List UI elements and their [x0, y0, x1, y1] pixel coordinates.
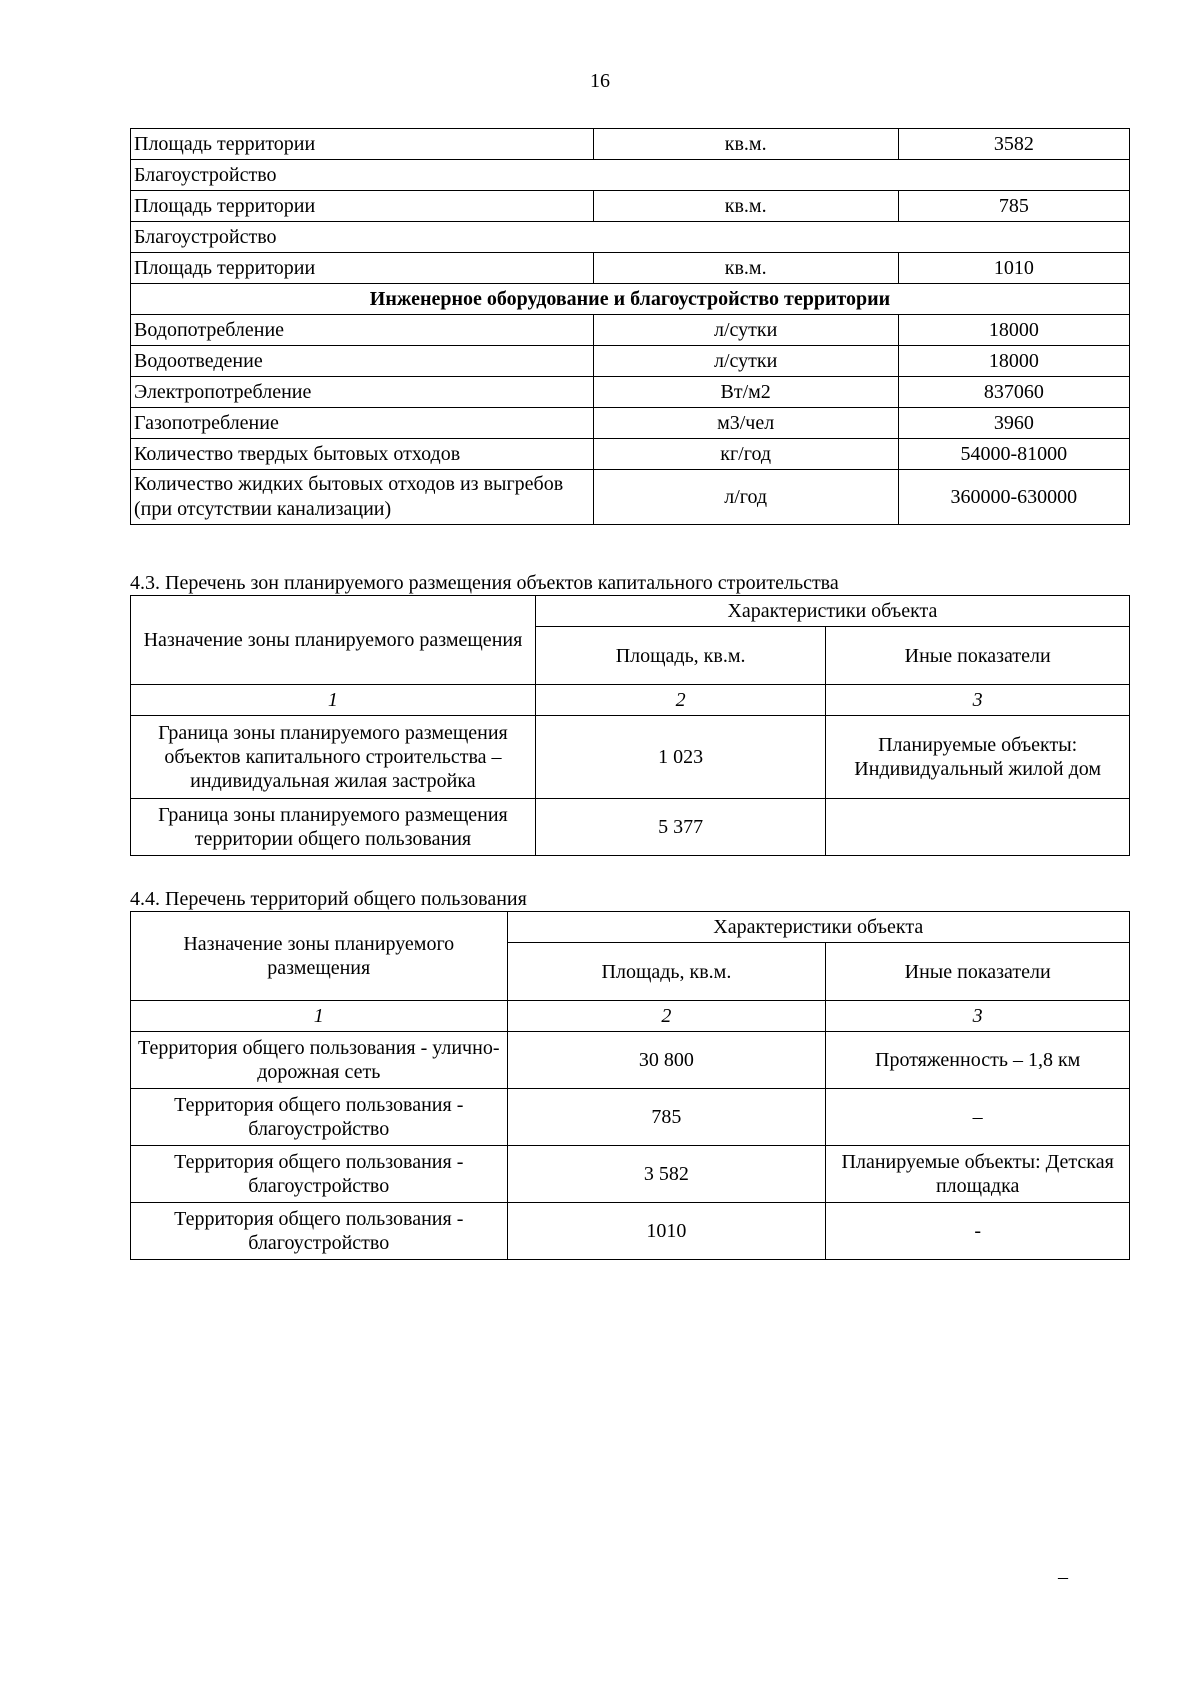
table-row [131, 1203, 1130, 1260]
indicator-unit: м3/чел [593, 408, 898, 439]
table-row [131, 1032, 1130, 1089]
section-label: Благоустройство [131, 160, 1130, 191]
indicator-name: Водоотведение [131, 346, 594, 377]
indicator-name: Водопотребление [131, 315, 594, 346]
indicator-value: 1010 [898, 253, 1129, 284]
indicator-unit: кв.м. [593, 253, 898, 284]
territory-other: – [826, 1089, 1130, 1146]
column-number-row [131, 685, 1130, 716]
zone-area: 1 023 [535, 716, 825, 799]
territory-purpose: Территория общего пользования - благоустройство [131, 1203, 508, 1260]
table-header-row [131, 596, 1130, 627]
indicator-value: 3960 [898, 408, 1129, 439]
indicator-name: Электропотребление [131, 377, 594, 408]
indicator-name: Площадь территории [131, 191, 594, 222]
indicator-name: Площадь территории [131, 129, 594, 160]
table-row [131, 716, 1130, 799]
column-header-other: Иные показатели [826, 943, 1130, 1001]
territory-purpose: Территория общего пользования - благоустройство [131, 1089, 508, 1146]
indicator-unit: л/год [593, 470, 898, 525]
zone-purpose: Граница зоны планируемого размещения территории общего пользования [131, 799, 536, 856]
section-label: Благоустройство [131, 222, 1130, 253]
column-header-purpose: Назначение зоны планируемого размещения [131, 596, 536, 685]
table-row [131, 799, 1130, 856]
indicator-unit: л/сутки [593, 315, 898, 346]
column-number: 3 [826, 1001, 1130, 1032]
territory-area: 785 [507, 1089, 826, 1146]
column-number: 1 [131, 685, 536, 716]
table-row [131, 439, 1130, 470]
indicator-value: 54000-81000 [898, 439, 1129, 470]
territory-other: - [826, 1203, 1130, 1260]
territory-purpose: Территория общего пользования - улично-дорожная сеть [131, 1032, 508, 1089]
indicator-value: 837060 [898, 377, 1129, 408]
table-header-row [131, 912, 1130, 943]
indicator-name: Газопотребление [131, 408, 594, 439]
public-territories-table [130, 911, 1130, 1260]
territory-purpose: Территория общего пользования - благоустройство [131, 1146, 508, 1203]
table-row [131, 315, 1130, 346]
column-header-characteristics: Характеристики объекта [507, 912, 1129, 943]
column-header-other: Иные показатели [826, 627, 1130, 685]
column-header-characteristics: Характеристики объекта [535, 596, 1129, 627]
indicator-unit: Вт/м2 [593, 377, 898, 408]
table-row [131, 346, 1130, 377]
zone-area: 5 377 [535, 799, 825, 856]
zone-other [826, 799, 1130, 856]
column-header-area: Площадь, кв.м. [535, 627, 825, 685]
table-row [131, 408, 1130, 439]
indicator-unit: л/сутки [593, 346, 898, 377]
section-caption-4-4: 4.4. Перечень территорий общего пользования [130, 888, 527, 910]
indicator-value: 18000 [898, 346, 1129, 377]
column-number-row [131, 1001, 1130, 1032]
zone-other: Планируемые объекты: Индивидуальный жилой дом [826, 716, 1130, 799]
zones-table [130, 595, 1130, 856]
column-number: 2 [507, 1001, 826, 1032]
indicator-name: Количество жидких бытовых отходов из выгребов (при отсутствии канализации) [131, 470, 594, 525]
table-row [131, 1146, 1130, 1203]
table-row [131, 1089, 1130, 1146]
column-header-purpose: Назначение зоны планируемого размещения [131, 912, 508, 1001]
indicators-table [130, 128, 1130, 525]
column-number: 3 [826, 685, 1130, 716]
indicator-name: Количество твердых бытовых отходов [131, 439, 594, 470]
table-row [131, 191, 1130, 222]
territory-area: 30 800 [507, 1032, 826, 1089]
table-section-row [131, 160, 1130, 191]
indicator-unit: кв.м. [593, 191, 898, 222]
indicator-unit: кг/год [593, 439, 898, 470]
indicator-value: 18000 [898, 315, 1129, 346]
table-row [131, 377, 1130, 408]
zone-purpose: Граница зоны планируемого размещения объектов капитального строительства – индивидуальная жилая застройка [131, 716, 536, 799]
table-row [131, 129, 1130, 160]
table-row [131, 253, 1130, 284]
column-number: 2 [535, 685, 825, 716]
territory-area: 3 582 [507, 1146, 826, 1203]
territory-other: Протяженность – 1,8 км [826, 1032, 1130, 1089]
indicator-unit: кв.м. [593, 129, 898, 160]
table-header-row [131, 284, 1130, 315]
trailing-dash-mark: – [1058, 1566, 1068, 1588]
section-heading: Инженерное оборудование и благоустройство территории [131, 284, 1130, 315]
column-number: 1 [131, 1001, 508, 1032]
column-header-area: Площадь, кв.м. [507, 943, 826, 1001]
table-section-row [131, 222, 1130, 253]
section-caption-4-3: 4.3. Перечень зон планируемого размещения объектов капитального строительства [130, 572, 839, 594]
territory-other: Планируемые объекты: Детская площадка [826, 1146, 1130, 1203]
indicator-value: 3582 [898, 129, 1129, 160]
table-row [131, 470, 1130, 525]
indicator-value: 785 [898, 191, 1129, 222]
indicator-value: 360000-630000 [898, 470, 1129, 525]
page-number: 16 [590, 70, 610, 92]
territory-area: 1010 [507, 1203, 826, 1260]
indicator-name: Площадь территории [131, 253, 594, 284]
